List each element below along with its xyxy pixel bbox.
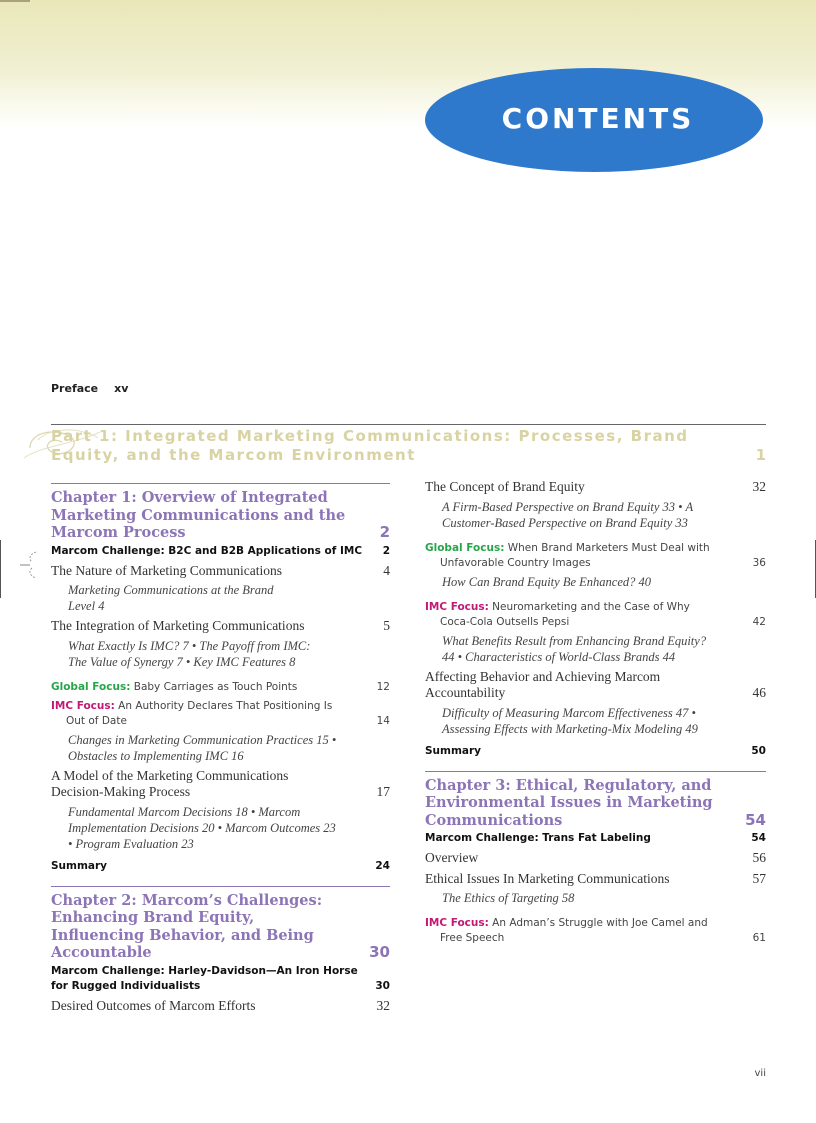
- chapter-3-title: Chapter 3: Ethical, Regulatory, and Environmental Issues in Marketing Communications: [425, 776, 713, 829]
- marcom-challenge-2: Marcom Challenge: Harley-Davidson—An Iron Horse for Rugged Individualists 30: [51, 964, 390, 992]
- header-rule: [0, 0, 30, 2]
- subsection-enhance: How Can Brand Equity Be Enhanced? 40: [442, 574, 651, 589]
- summary-2: Summary 50: [425, 744, 766, 757]
- chapter-3-heading: [425, 771, 766, 830]
- subsection-changes: Changes in Marketing Communication Practices 15 • Obstacles to Implementing IMC 16: [68, 732, 337, 763]
- summary-1: Summary 24: [51, 859, 390, 872]
- chapter-2-title: Chapter 2: Marcom’s Challenges: Enhancing Brand Equity, Influencing Behavior, and Being Accountable: [51, 891, 323, 961]
- part-title: Part 1: Integrated Marketing Communications: Processes, Brand Equity, and the Marcom Environment: [51, 427, 689, 464]
- preface-page: xv: [114, 382, 129, 395]
- section-accountability: Affecting Behavior and Achieving Marcom Accountability 46: [425, 668, 766, 700]
- page-title: CONTENTS: [501, 101, 695, 135]
- chapter-2-page: 30: [369, 943, 390, 961]
- imc-focus-2: IMC Focus: Neuromarketing and the Case of Why Coca-Cola Outsells Pepsi 42: [425, 600, 766, 628]
- marcom-challenge-3: Marcom Challenge: Trans Fat Labeling 54: [425, 832, 766, 844]
- global-focus-2: Global Focus: When Brand Marketers Must Deal with Unfavorable Country Images 36: [425, 541, 766, 569]
- section-overview: Overview 56: [425, 850, 766, 865]
- global-focus-1: Global Focus: Baby Carriages as Touch Points 12: [51, 680, 390, 693]
- contents-oval: [425, 68, 763, 172]
- page-number: vii: [754, 1068, 766, 1079]
- section-ethical-issues: Ethical Issues In Marketing Communications 57: [425, 870, 766, 886]
- preface-entry: [51, 382, 128, 395]
- chapter-2-heading: [51, 886, 390, 962]
- imc-focus-3: IMC Focus: An Adman’s Struggle with Joe Camel and Free Speech 61: [425, 917, 766, 944]
- part-page: 1: [755, 446, 766, 464]
- subsection-benefits: What Benefits Result from Enhancing Brand Equity? 44 • Characteristics of World-Class Brands 44: [442, 633, 707, 664]
- contents-column-left: [51, 483, 390, 1014]
- preface-label: Preface: [51, 382, 99, 395]
- section-desired-outcomes: Desired Outcomes of Marcom Efforts 32: [51, 997, 390, 1013]
- subsection-brand-level: Marketing Communications at the Brand Level 4: [68, 583, 274, 613]
- section-model: A Model of the Marketing Communications Decision-Making Process 17: [51, 767, 390, 799]
- subsection-what-is-imc: What Exactly Is IMC? 7 • The Payoff from IMC: The Value of Synergy 7 • Key IMC Features 8: [68, 638, 311, 669]
- part-rule: [51, 424, 766, 425]
- section-nature: The Nature of Marketing Communications 4: [51, 562, 390, 578]
- contents-column-right: [425, 479, 766, 946]
- subsection-targeting: The Ethics of Targeting 58: [442, 891, 575, 905]
- crop-mark-icon: [20, 550, 42, 580]
- imc-focus-1: IMC Focus: An Authority Declares That Positioning Is Out of Date 14: [51, 699, 390, 727]
- subsection-perspectives: A Firm-Based Perspective on Brand Equity 33 • A Customer-Based Perspective on Brand Equity 33: [442, 499, 693, 530]
- subsection-fundamental: Fundamental Marcom Decisions 18 • Marcom Implementation Decisions 20 • Marcom Outcomes 23 • Program Evaluation 23: [68, 804, 336, 851]
- chapter-1-title: Chapter 1: Overview of Integrated Marketing Communications and the Marcom Process: [51, 489, 346, 541]
- subsection-measuring: Difficulty of Measuring Marcom Effectiveness 47 • Assessing Effects with Marketing-Mix Modeling 49: [442, 705, 698, 736]
- section-brand-equity: The Concept of Brand Equity 32: [425, 479, 766, 494]
- chapter-1-heading: [51, 483, 390, 542]
- chapter-1-page: 2: [379, 523, 390, 541]
- section-integration: The Integration of Marketing Communications 5: [51, 618, 390, 633]
- crop-line-left: [0, 540, 1, 598]
- marcom-challenge-1: Marcom Challenge: B2C and B2B Applications of IMC 2: [51, 544, 390, 557]
- chapter-3-page: 54: [745, 810, 766, 829]
